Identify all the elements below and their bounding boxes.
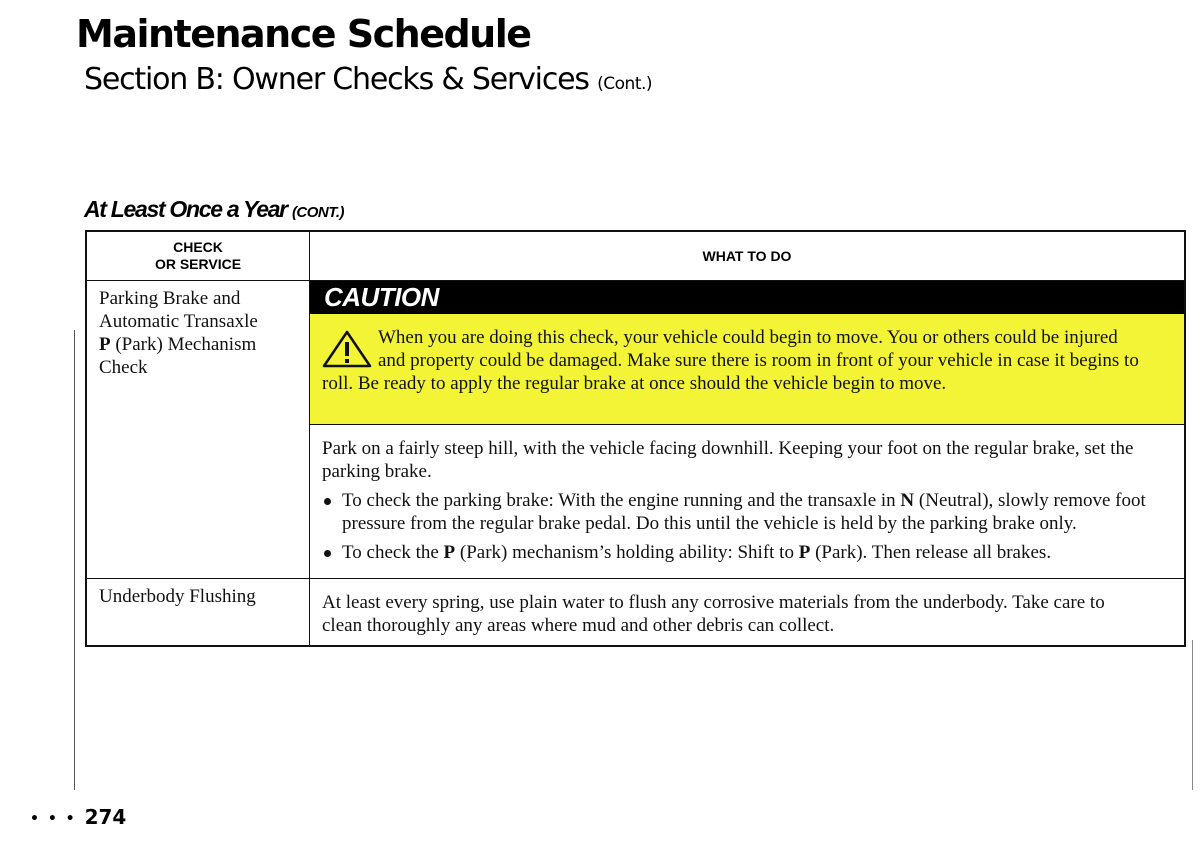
interval-heading-text: At Least Once a Year (84, 196, 287, 222)
check-line: Automatic Transaxle (99, 311, 258, 332)
table-row (86, 281, 1185, 579)
neutral-symbol: N (900, 490, 915, 511)
bullet-text: (Park) mechanism’s holding ability: Shift to (455, 542, 799, 563)
footer-dots: • • • (30, 810, 77, 827)
interval-heading-suffix: (CONT.) (291, 204, 344, 221)
park-symbol: P (798, 542, 811, 563)
procedure-list (322, 489, 1148, 564)
check-cell-parking-brake (86, 281, 310, 579)
procedure-intro: Park on a fairly steep hill, with the vehicle facing downhill. Keeping your foot on the regular brake, set the parking brake. (322, 438, 1134, 482)
margin-rule-left (74, 330, 75, 790)
interval-heading (84, 196, 344, 223)
what-cell-underbody (310, 579, 1186, 647)
maintenance-table (85, 230, 1186, 647)
park-symbol: P (99, 334, 111, 355)
list-item (322, 541, 1148, 564)
check-line (99, 333, 297, 356)
column-header-what: WHAT TO DO (310, 231, 1186, 281)
margin-rule-right (1192, 640, 1193, 790)
subtitle-suffix: (Cont.) (597, 74, 653, 94)
bullet-text: (Neutral), slowly remove foot pressure from the regular brake pedal. Do this until the vehicle is held by the parking brake only. (342, 490, 1146, 534)
caution-box (310, 314, 1184, 425)
page-title: Maintenance Schedule (76, 12, 531, 56)
underbody-text: At least every spring, use plain water to flush any corrosive materials from the underbody. Take care to clean thoroughly any areas where mud and other debris can collect. (322, 592, 1105, 636)
table-header-row (86, 231, 1185, 281)
check-cell-underbody: Underbody Flushing (86, 579, 310, 647)
check-line-text: (Park) Mechanism (110, 334, 257, 355)
table-row (86, 579, 1185, 647)
column-header-check-text: CHECK OR SERVICE (154, 239, 242, 272)
procedure-body (310, 425, 1184, 578)
caution-header: CAUTION (310, 281, 1184, 314)
section-subtitle (84, 62, 652, 97)
column-header-check (86, 231, 310, 281)
check-line: Parking Brake and (99, 288, 241, 309)
park-symbol: P (443, 542, 456, 563)
page-footer (30, 805, 126, 829)
warning-triangle-icon (322, 330, 372, 368)
bullet-text: To check the parking brake: With the engine running and the transaxle in (342, 490, 901, 511)
list-item (322, 489, 1148, 535)
page-number: 274 (84, 805, 127, 829)
check-line: Check (99, 357, 148, 378)
bullet-text: To check the (342, 542, 444, 563)
subtitle-text: Section B: Owner Checks & Services (84, 62, 589, 97)
bullet-text: (Park). Then release all brakes. (810, 542, 1052, 563)
what-cell-parking-brake (310, 281, 1186, 579)
caution-text: When you are doing this check, your vehicle could begin to move. You or others could be injured and property could be damaged. Make sure there is room in front of your vehicle in case it begins to roll. Be ready to apply the regular brake at once should the vehicle begin to move. (322, 327, 1139, 394)
